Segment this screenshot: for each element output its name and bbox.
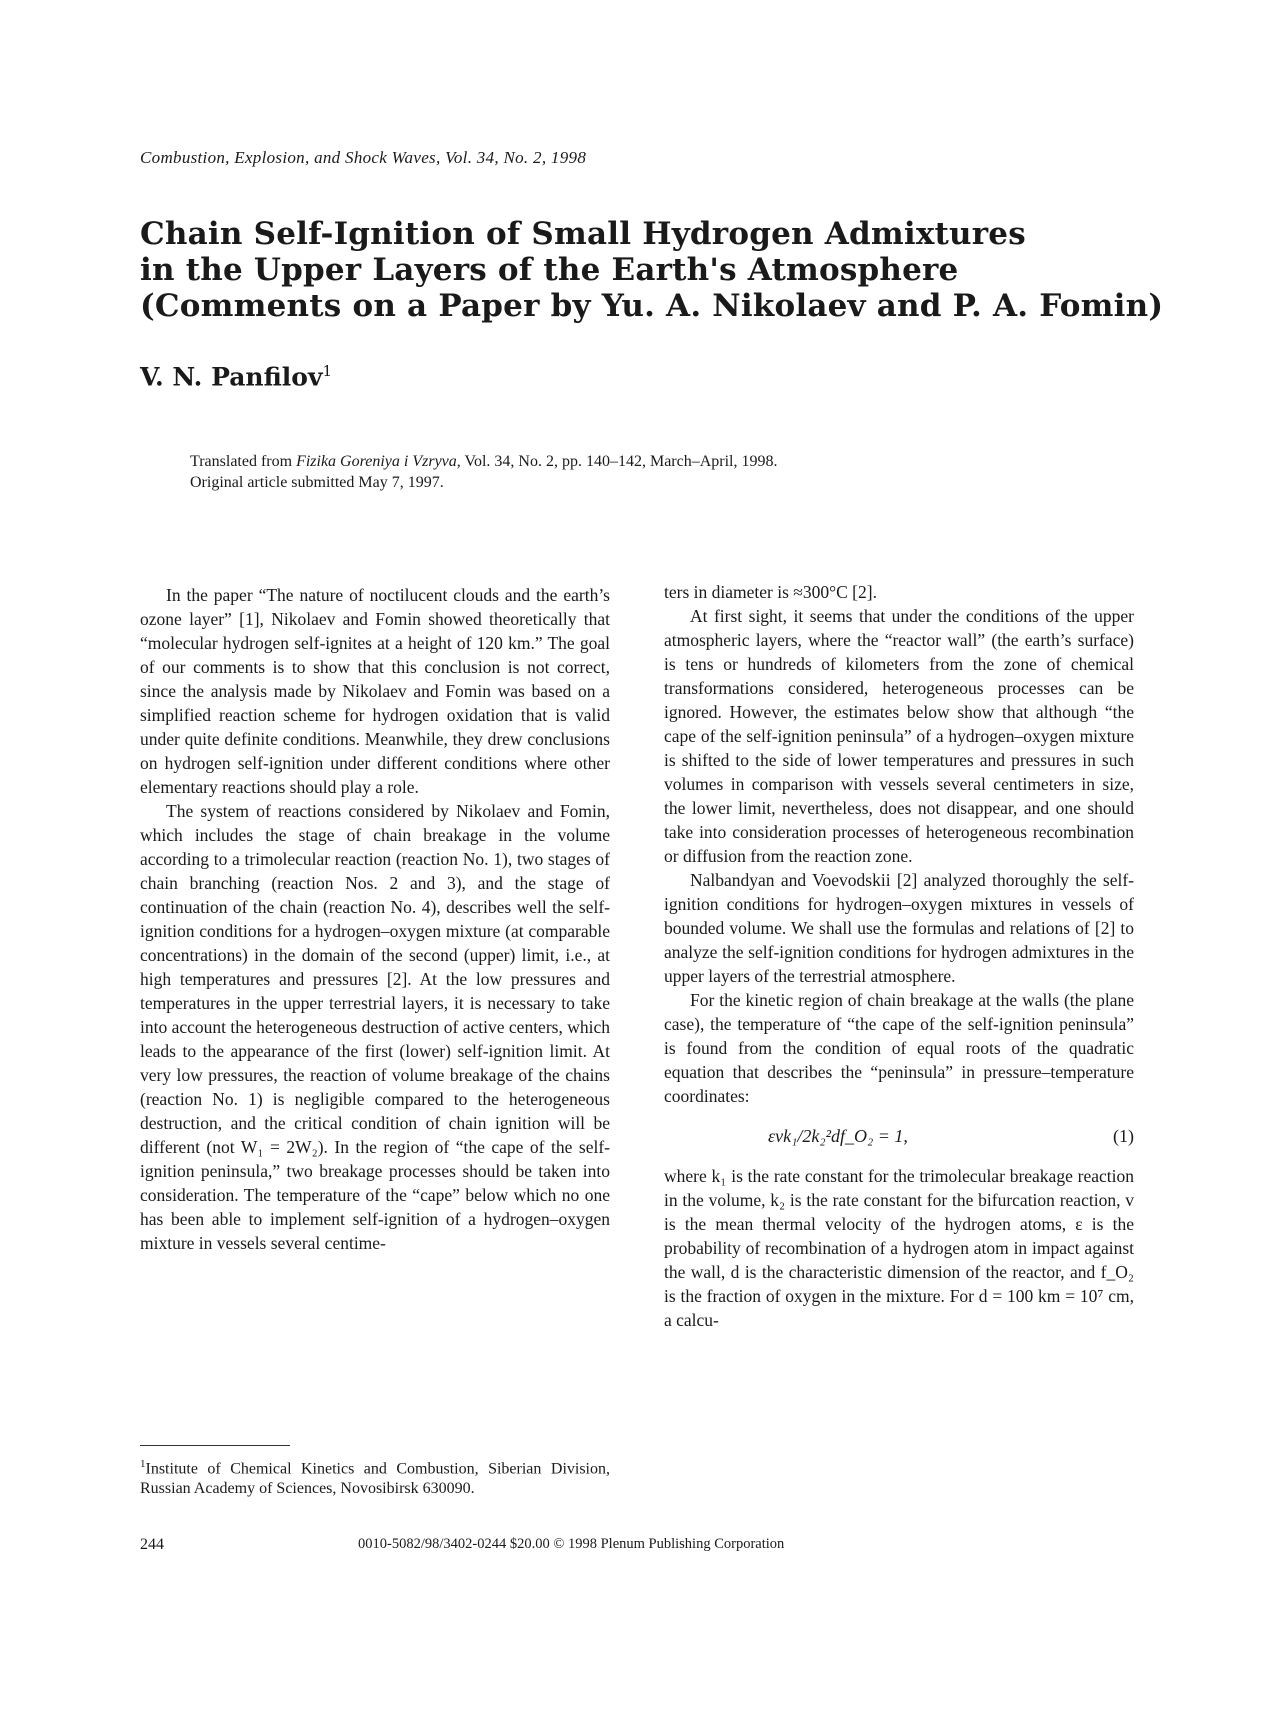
- paragraph: For the kinetic region of chain breakage at the walls (the plane case), the temperature of “the cape of the self-ignition peninsula” is found from the condition of equal roots of the quadratic equation that describes the “peninsula” in pressure–temperature coordinates:: [664, 990, 1134, 1106]
- title-line: (Comments on a Paper by Yu. A. Nikolaev and P. A. Fomin): [140, 288, 1164, 324]
- translation-prefix: Translated from: [190, 453, 297, 470]
- footnote-mark: 1: [140, 1458, 146, 1470]
- equation-number: (1): [1113, 1126, 1134, 1146]
- equation-expression: εvk₁/2k₂²df_O₂ = 1,: [768, 1126, 908, 1146]
- copyright-line: 0010-5082/98/3402-0244 $20.00 © 1998 Plenum Publishing Corporation: [358, 1536, 785, 1552]
- paragraph: The system of reactions considered by Nikolaev and Fomin, which includes the stage of chain breakage in the volume according to a trimolecular reaction (reaction No. 1), two stages of chain branching (reaction Nos. 2 and 3), and the stage of continuation of the chain (reaction No. 4), describes well the self-ignition conditions for a hydrogen–oxygen mixture (at comparable concentrations) in the domain of the second (upper) limit, i.e., at high temperatures and pressures [2]. At the low pressures and temperatures in the upper terrestrial layers, it is necessary to take into account the heterogeneous destruction of active centers, which leads to the appearance of the first (lower) self-ignition limit. At very low pressures, the reaction of volume breakage of the chains (reaction No. 1) is negligible compared to the heterogeneous destruction, and the critical condition of chain ignition will be different (not W₁ = 2W₂). In the region of “the cape of the self-ignition peninsula,” two breakage processes should be taken into consideration. The temperature of the “cape” below which no one has been able to implement self-ignition of a hydrogen–oxygen mixture in vessels several centime-: [140, 801, 610, 1253]
- title-line: in the Upper Layers of the Earth's Atmosphere: [140, 252, 959, 288]
- title-line: Chain Self-Ignition of Small Hydrogen Admixtures: [140, 216, 1026, 252]
- paragraph: Nalbandyan and Voevodskii [2] analyzed thoroughly the self-ignition conditions for hydrogen–oxygen mixtures in vessels of bounded volume. We shall use the formulas and relations of [2] to analyze the self-ignition conditions for hydrogen admixtures in the upper layers of the terrestrial atmosphere.: [664, 870, 1134, 986]
- left-column: [140, 583, 610, 1255]
- footnote-rule: [140, 1445, 290, 1446]
- equation-1: [664, 1116, 1134, 1156]
- author-footnote-mark: 1: [322, 362, 333, 380]
- paragraph-continuation: ters in diameter is ≈300°C [2].: [664, 582, 877, 602]
- page-number: 244: [140, 1536, 164, 1553]
- footnote-text: Institute of Chemical Kinetics and Combustion, Siberian Division, Russian Academy of Sciences, Novosibirsk 630090.: [140, 1460, 610, 1498]
- paper-title: [140, 216, 1164, 324]
- source-details: , Vol. 34, No. 2, pp. 140–142, March–April, 1998.: [456, 453, 778, 470]
- paragraph: At first sight, it seems that under the conditions of the upper atmospheric layers, where the “reactor wall” (the earth’s surface) is tens or hundreds of kilometers from the zone of chemical transformations considered, heterogeneous processes can be ignored. However, the estimates below show that although “the cape of the self-ignition peninsula” of a hydrogen–oxygen mixture is shifted to the side of lower temperatures and pressures in such volumes in comparison with vessels several centimeters in size, the lower limit, nevertheless, does not disappear, and one should take into consideration processes of heterogeneous recombination or diffusion from the reaction zone.: [664, 606, 1134, 866]
- paragraph: In the paper “The nature of noctilucent clouds and the earth’s ozone layer” [1], Nikolaev and Fomin showed theoretically that “molecular hydrogen self-ignites at a height of 120 km.” The goal of our comments is to show that this conclusion is not correct, since the analysis made by Nikolaev and Fomin was based on a simplified reaction scheme for hydrogen oxidation that is valid under quite definite conditions. Meanwhile, they drew conclusions on hydrogen self-ignition under different conditions where other elementary reactions should play a role.: [140, 585, 610, 797]
- paragraph: where k₁ is the rate constant for the trimolecular breakage reaction in the volume, k₂ is the rate constant for the bifurcation reaction, v is the mean thermal velocity of the hydrogen atoms, ε is the probability of recombination of a hydrogen atom in impact against the wall, d is the characteristic dimension of the reactor, and f_O₂ is the fraction of oxygen in the mixture. For d = 100 km = 10⁷ cm, a calcu-: [664, 1166, 1134, 1330]
- footnote: [140, 1445, 610, 1499]
- author-line: [140, 362, 332, 391]
- translation-note: [190, 451, 1150, 493]
- author-name: V. N. Panfilov: [140, 362, 323, 392]
- translation-source: [190, 451, 1150, 472]
- submission-date: Original article submitted May 7, 1997.: [190, 474, 444, 491]
- right-column: [664, 580, 1134, 1332]
- source-journal: Fizika Goreniya i Vzryva: [296, 453, 457, 470]
- journal-header: Combustion, Explosion, and Shock Waves, Vol. 34, No. 2, 1998: [140, 148, 587, 167]
